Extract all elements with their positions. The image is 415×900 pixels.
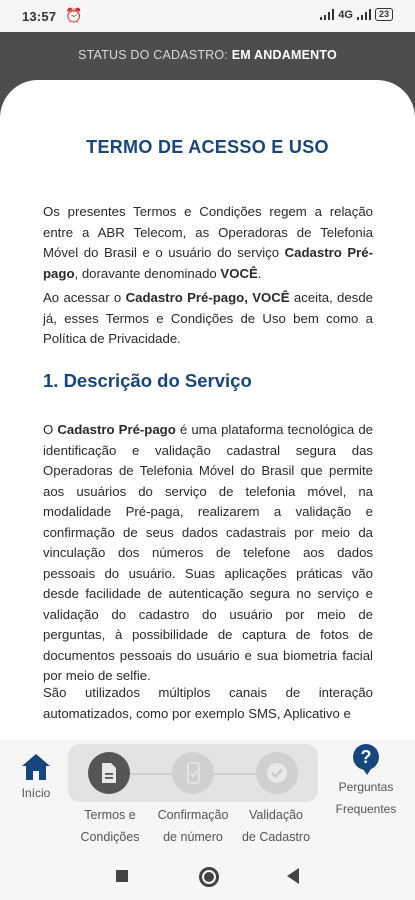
back-icon[interactable] (287, 868, 299, 884)
terms-content-card[interactable] (0, 80, 415, 760)
stepper-labels (60, 804, 330, 850)
terms-paragraph-3: O Cadastro Pré-pago é uma plataforma tecnológica de identificação e validação cadastral segura das Operadoras de Telefonia Móvel do Brasil que permite aos usuários do serviço de telefonia móvel, na modalidade Pré-paga, realizarem a validação e confirmação de seus dados cadastrais por meio da vinculação dos números de telefone aos dados pessoais do usuário. Suas aplicações práticas vão desde facilidade de autenticação segura no serviço e validação do cadastro do usuário por meio de perguntas, à possibilidade de captura de fotos de documentos pessoais do usuário e sua biometria facial por meio de selfie. (43, 422, 374, 683)
recents-icon[interactable] (116, 870, 128, 882)
network-type: 4G (338, 8, 353, 21)
section-heading: 1. Descrição do Serviço (43, 370, 252, 391)
home-icon (20, 752, 52, 782)
home-label: Início (21, 786, 51, 800)
faq-label: Perguntas Frequentes (335, 780, 397, 816)
terms-paragraph-4: São utilizados múltiplos canais de interação automatizados, como por exemplo SMS, Aplicativo e (43, 685, 373, 721)
page-title: TERMO DE ACESSO E USO (86, 137, 329, 157)
step-label-confirm: Confirmação de número (157, 808, 229, 844)
alarm-icon: ⏰ (65, 7, 83, 23)
status-icons (320, 8, 393, 21)
status-value: EM ANDAMENTO (231, 48, 337, 62)
home-nav-icon[interactable] (199, 867, 219, 887)
step-terms[interactable] (88, 752, 130, 794)
clock: 13:57 (22, 9, 57, 24)
terms-paragraph-1: Os presentes Termos e Condições regem a relação entre a ABR Telecom, as Operadoras de Telefonia Móvel do Brasil e o usuário do serviço Cadastro Pré-pago, doravante denominado VOCÊ. (43, 204, 373, 281)
status-bar (0, 0, 415, 32)
system-navigation-bar (0, 850, 415, 900)
step-confirm-number[interactable] (172, 752, 214, 794)
progress-stepper (68, 744, 318, 802)
help-icon: ? (353, 744, 379, 770)
signal-icon (320, 9, 334, 20)
home-button[interactable] (14, 748, 58, 800)
step-label-validate: Validação de Cadastro (241, 808, 311, 844)
terms-paragraph-2: Ao acessar o Cadastro Pré-pago, VOCÊ aceita, desde já, esses Termos e Condições de Uso bem como a Política de Privacidade. (43, 290, 373, 346)
step-validate[interactable] (256, 752, 298, 794)
bottom-navigation (0, 740, 415, 850)
registration-status (0, 48, 415, 62)
phone-check-icon (183, 761, 203, 785)
step-label-terms: Termos e Condições (80, 808, 140, 844)
check-circle-icon (265, 761, 289, 785)
faq-button[interactable] (326, 744, 406, 820)
battery-icon: 23 (375, 8, 393, 21)
document-icon (100, 762, 118, 784)
signal-icon-2 (357, 9, 371, 20)
status-label: STATUS DO CADASTRO: (78, 48, 228, 62)
